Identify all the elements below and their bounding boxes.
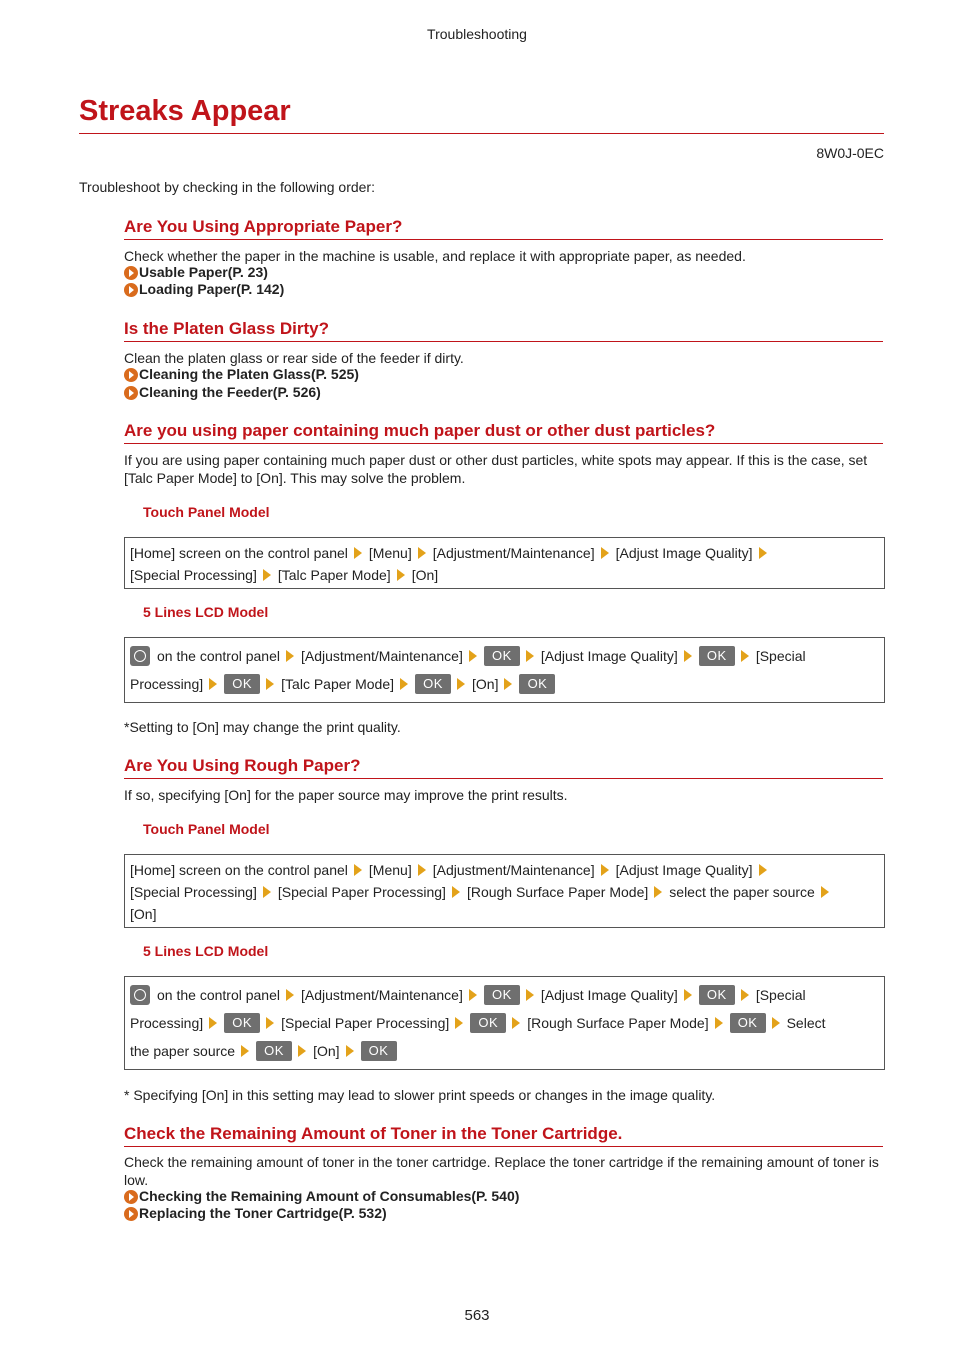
step-arrow-icon xyxy=(457,678,465,690)
step-text: the paper source xyxy=(130,1043,236,1059)
link-arrow-icon xyxy=(124,1207,138,1221)
step-arrow-icon xyxy=(526,650,534,662)
link-usable-paper[interactable]: Usable Paper(P. 23) xyxy=(124,264,268,281)
ok-key-icon: OK xyxy=(699,985,735,1005)
section-text-rough: If so, specifying [On] for the paper source may improve the print results. xyxy=(124,787,568,803)
link-arrow-icon xyxy=(124,266,138,280)
link-arrow-icon xyxy=(124,368,138,382)
ok-key-icon: OK xyxy=(256,1041,292,1061)
touch-panel-label: Touch Panel Model xyxy=(143,821,270,837)
link-arrow-icon xyxy=(124,1190,138,1204)
step-text: on the control panel xyxy=(157,987,280,1003)
link-arrow-icon xyxy=(124,283,138,297)
note-rough: * Specifying [On] in this setting may lead to slower print speeds or changes in the image quality. xyxy=(124,1087,716,1103)
link-checking-consumables[interactable]: Checking the Remaining Amount of Consumables(P. 540) xyxy=(124,1188,519,1205)
ok-key-icon: OK xyxy=(224,1013,260,1033)
lcd-steps-dust xyxy=(124,637,885,703)
ok-key-icon: OK xyxy=(730,1013,766,1033)
lcd-steps-rough xyxy=(124,976,885,1070)
section-text-glass: Clean the platen glass or rear side of the feeder if dirty. xyxy=(124,350,464,366)
intro-text: Troubleshoot by checking in the following order: xyxy=(79,179,375,195)
step-arrow-icon xyxy=(469,989,477,1001)
step-arrow-icon xyxy=(512,1017,520,1029)
section-heading-paper: Are You Using Appropriate Paper? xyxy=(124,216,883,240)
step-text: [Adjustment/Maintenance] xyxy=(300,987,463,1003)
step-text: [Talc Paper Mode] xyxy=(277,567,391,583)
step-text: [Special Paper Processing] xyxy=(277,884,446,900)
step-arrow-icon xyxy=(241,1045,249,1057)
step-arrow-icon xyxy=(772,1017,780,1029)
section-heading-glass: Is the Platen Glass Dirty? xyxy=(124,318,883,342)
step-text: select the paper source xyxy=(669,884,815,900)
step-arrow-icon xyxy=(298,1045,306,1057)
section-text-paper: Check whether the paper in the machine is usable, and replace it with appropriate paper, as needed. xyxy=(124,248,746,264)
step-text: [On] xyxy=(411,567,439,583)
step-arrow-icon xyxy=(504,678,512,690)
ok-key-icon: OK xyxy=(484,646,520,666)
step-text: [On] xyxy=(472,676,499,692)
link-loading-paper[interactable]: Loading Paper(P. 142) xyxy=(124,281,284,298)
step-arrow-icon xyxy=(684,989,692,1001)
ok-key-icon: OK xyxy=(699,646,735,666)
step-text: [Talc Paper Mode] xyxy=(281,676,394,692)
step-arrow-icon xyxy=(469,650,477,662)
section-text-dust: If you are using paper containing much paper dust or other dust particles, white spots may appear. If this is the case, set [Talc Paper Mode] to [On]. This may solve the problem. xyxy=(124,452,868,486)
step-text: [On] xyxy=(130,906,157,922)
step-text: [On] xyxy=(313,1043,340,1059)
step-text: [Menu] xyxy=(368,545,412,561)
step-arrow-icon xyxy=(715,1017,723,1029)
step-text: on the control panel xyxy=(157,648,280,664)
home-key-icon xyxy=(130,985,150,1005)
step-arrow-icon xyxy=(400,678,408,690)
step-text: [Special xyxy=(755,648,806,664)
step-arrow-icon xyxy=(654,886,662,898)
ok-key-icon: OK xyxy=(519,674,555,694)
step-text: [Rough Surface Paper Mode] xyxy=(466,884,649,900)
step-text: [Adjustment/Maintenance] xyxy=(300,648,463,664)
ok-key-icon: OK xyxy=(484,985,520,1005)
ok-key-icon: OK xyxy=(470,1013,506,1033)
step-arrow-icon xyxy=(452,886,460,898)
step-arrow-icon xyxy=(397,569,405,581)
step-text: [Adjust Image Quality] xyxy=(540,648,678,664)
step-arrow-icon xyxy=(286,989,294,1001)
step-text: Select xyxy=(786,1015,826,1031)
step-text: [Home] screen on the control panel xyxy=(130,545,348,561)
touch-panel-label: Touch Panel Model xyxy=(143,504,270,520)
step-text: [Menu] xyxy=(368,862,412,878)
document-id: 8W0J-0EC xyxy=(816,145,884,161)
step-arrow-icon xyxy=(418,547,426,559)
step-arrow-icon xyxy=(354,547,362,559)
step-text: [Adjustment/Maintenance] xyxy=(432,862,595,878)
step-arrow-icon xyxy=(601,547,609,559)
lcd-model-label: 5 Lines LCD Model xyxy=(143,604,269,620)
step-arrow-icon xyxy=(418,864,426,876)
page-number: 563 xyxy=(464,1307,490,1324)
section-heading-dust: Are you using paper containing much paper dust or other dust particles? xyxy=(124,420,883,444)
step-arrow-icon xyxy=(286,650,294,662)
link-cleaning-platen-glass[interactable]: Cleaning the Platen Glass(P. 525) xyxy=(124,366,359,383)
section-text-toner: Check the remaining amount of toner in the toner cartridge. Replace the toner cartridge if the remaining amount of toner is low. xyxy=(124,1154,879,1188)
section-heading-rough: Are You Using Rough Paper? xyxy=(124,755,883,779)
step-text: Processing] xyxy=(130,1015,204,1031)
link-replacing-toner[interactable]: Replacing the Toner Cartridge(P. 532) xyxy=(124,1205,387,1222)
note-dust: *Setting to [On] may change the print quality. xyxy=(124,719,401,735)
step-text: [Rough Surface Paper Mode] xyxy=(527,1015,709,1031)
step-arrow-icon xyxy=(684,650,692,662)
step-arrow-icon xyxy=(354,864,362,876)
step-text: [Adjust Image Quality] xyxy=(540,987,678,1003)
step-text: [Home] screen on the control panel xyxy=(130,862,348,878)
step-text: [Adjust Image Quality] xyxy=(615,862,753,878)
home-key-icon xyxy=(130,646,150,666)
step-arrow-icon xyxy=(526,989,534,1001)
step-arrow-icon xyxy=(263,886,271,898)
step-arrow-icon xyxy=(741,650,749,662)
step-text: [Adjust Image Quality] xyxy=(615,545,753,561)
step-arrow-icon xyxy=(266,1017,274,1029)
step-arrow-icon xyxy=(455,1017,463,1029)
step-text: [Special xyxy=(755,987,806,1003)
step-arrow-icon xyxy=(759,864,767,876)
ok-key-icon: OK xyxy=(224,674,260,694)
step-arrow-icon xyxy=(346,1045,354,1057)
link-arrow-icon xyxy=(124,386,138,400)
step-text: [Adjustment/Maintenance] xyxy=(432,545,595,561)
running-header: Troubleshooting xyxy=(427,26,527,42)
touch-panel-steps-dust xyxy=(124,537,885,589)
step-arrow-icon xyxy=(266,678,274,690)
page-title: Streaks Appear xyxy=(79,92,884,134)
section-heading-toner: Check the Remaining Amount of Toner in the Toner Cartridge. xyxy=(124,1123,883,1147)
step-arrow-icon xyxy=(821,886,829,898)
step-text: [Special Processing] xyxy=(130,567,257,583)
step-arrow-icon xyxy=(209,1017,217,1029)
ok-key-icon: OK xyxy=(361,1041,397,1061)
step-arrow-icon xyxy=(741,989,749,1001)
step-text: Processing] xyxy=(130,676,204,692)
step-arrow-icon xyxy=(601,864,609,876)
step-text: [Special Processing] xyxy=(130,884,257,900)
step-text: [Special Paper Processing] xyxy=(281,1015,450,1031)
ok-key-icon: OK xyxy=(415,674,451,694)
step-arrow-icon xyxy=(263,569,271,581)
touch-panel-steps-rough xyxy=(124,854,885,928)
lcd-model-label: 5 Lines LCD Model xyxy=(143,943,269,959)
link-cleaning-feeder[interactable]: Cleaning the Feeder(P. 526) xyxy=(124,384,321,401)
step-arrow-icon xyxy=(759,547,767,559)
step-arrow-icon xyxy=(209,678,217,690)
